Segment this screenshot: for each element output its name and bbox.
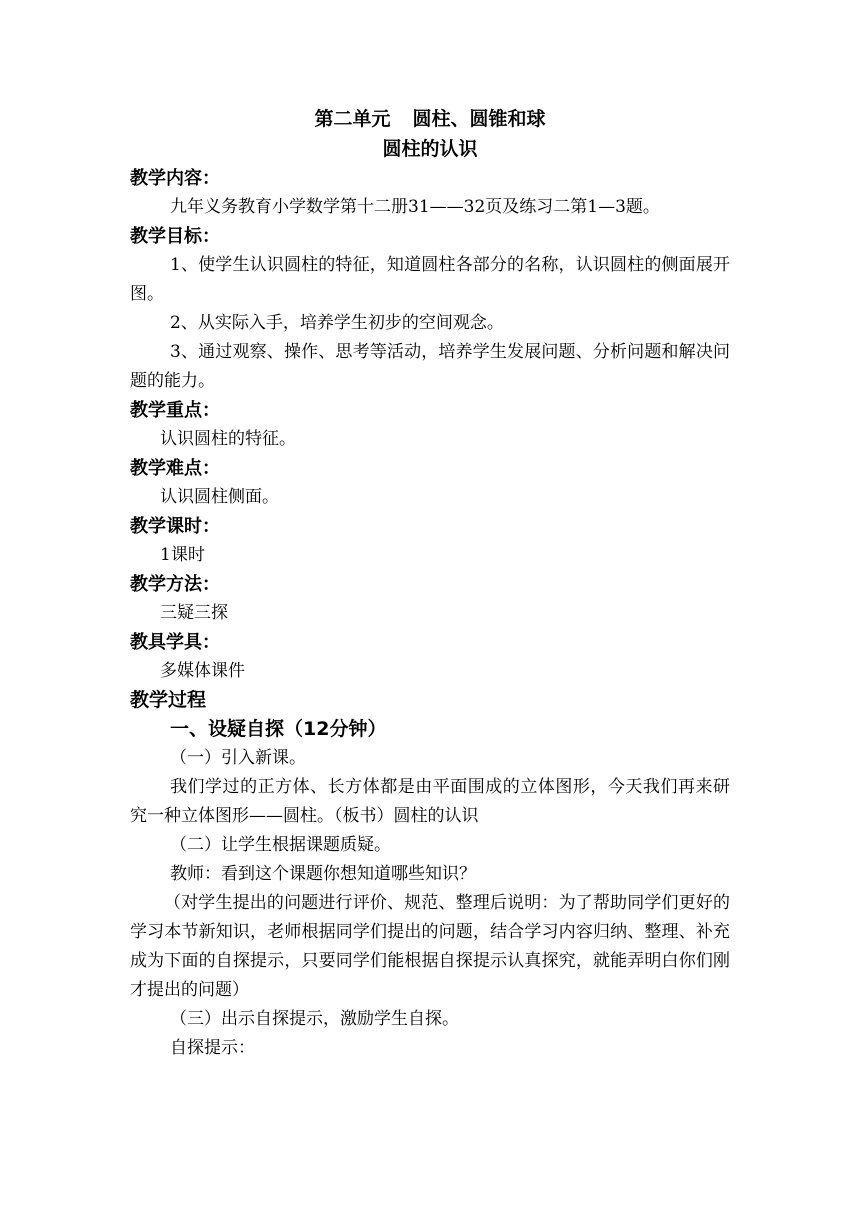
goal-item: 1、使学生认识圆柱的特征，知道圆柱各部分的名称，认识圆柱的侧面展开图。 xyxy=(130,255,730,304)
process-paragraph: （二）让学生根据课题质疑。 xyxy=(170,835,391,855)
process-paragraph: 教师：看到这个课题你想知道哪些知识？ xyxy=(170,864,476,884)
key-text: 认识圆柱的特征。 xyxy=(160,429,296,449)
difficulty-text: 认识圆柱侧面。 xyxy=(160,487,279,507)
process-paragraph: （对学生提出的问题进行评价、规范、整理后说明：为了帮助同学们更好的学习本节新知识，老师根据同学们提出的问题，结合学习内容归纳、整理、补充成为下面的自探提示，只要同学们能根据自探提示认真探究，就能弄明白你们刚才提出的问题） xyxy=(130,893,730,1000)
unit-name: 圆柱、圆锥和球 xyxy=(412,108,546,130)
key-heading: 教学重点： xyxy=(130,400,220,421)
difficulty-heading: 教学难点： xyxy=(130,458,220,479)
tools-heading: 教具学具： xyxy=(130,632,220,653)
tools-text: 多媒体课件 xyxy=(160,661,245,681)
method-text: 三疑三探 xyxy=(160,603,228,623)
unit-title xyxy=(130,104,730,134)
goal-item: 2、从实际入手，培养学生初步的空间观念。 xyxy=(170,313,504,333)
document-body xyxy=(130,104,730,1063)
content-heading: 教学内容： xyxy=(130,168,220,189)
hours-heading: 教学课时： xyxy=(130,516,220,537)
content-text: 九年义务教育小学数学第十二册31——32页及练习二第1—3题。 xyxy=(170,197,660,217)
lesson-title: 圆柱的认识 xyxy=(382,138,478,160)
hours-text: 1课时 xyxy=(160,545,205,565)
process-paragraph: 我们学过的正方体、长方体都是由平面围成的立体图形，今天我们再来研究一种立体图形——圆柱。（板书）圆柱的认识 xyxy=(130,777,730,826)
process-paragraph: （一）引入新课。 xyxy=(170,748,306,768)
goals-heading: 教学目标： xyxy=(130,226,220,247)
goal-item: 3、通过观察、操作、思考等活动，培养学生发展问题、分析问题和解决问题的能力。 xyxy=(130,342,730,391)
process-paragraph: 自探提示： xyxy=(170,1038,255,1058)
process-step-heading: 一、设疑自探（12分钟） xyxy=(170,718,387,740)
method-heading: 教学方法： xyxy=(130,574,220,595)
process-paragraph: （三）出示自探提示，激励学生自探。 xyxy=(170,1009,459,1029)
process-heading: 教学过程 xyxy=(130,689,207,711)
unit-number: 第二单元 xyxy=(314,108,391,130)
